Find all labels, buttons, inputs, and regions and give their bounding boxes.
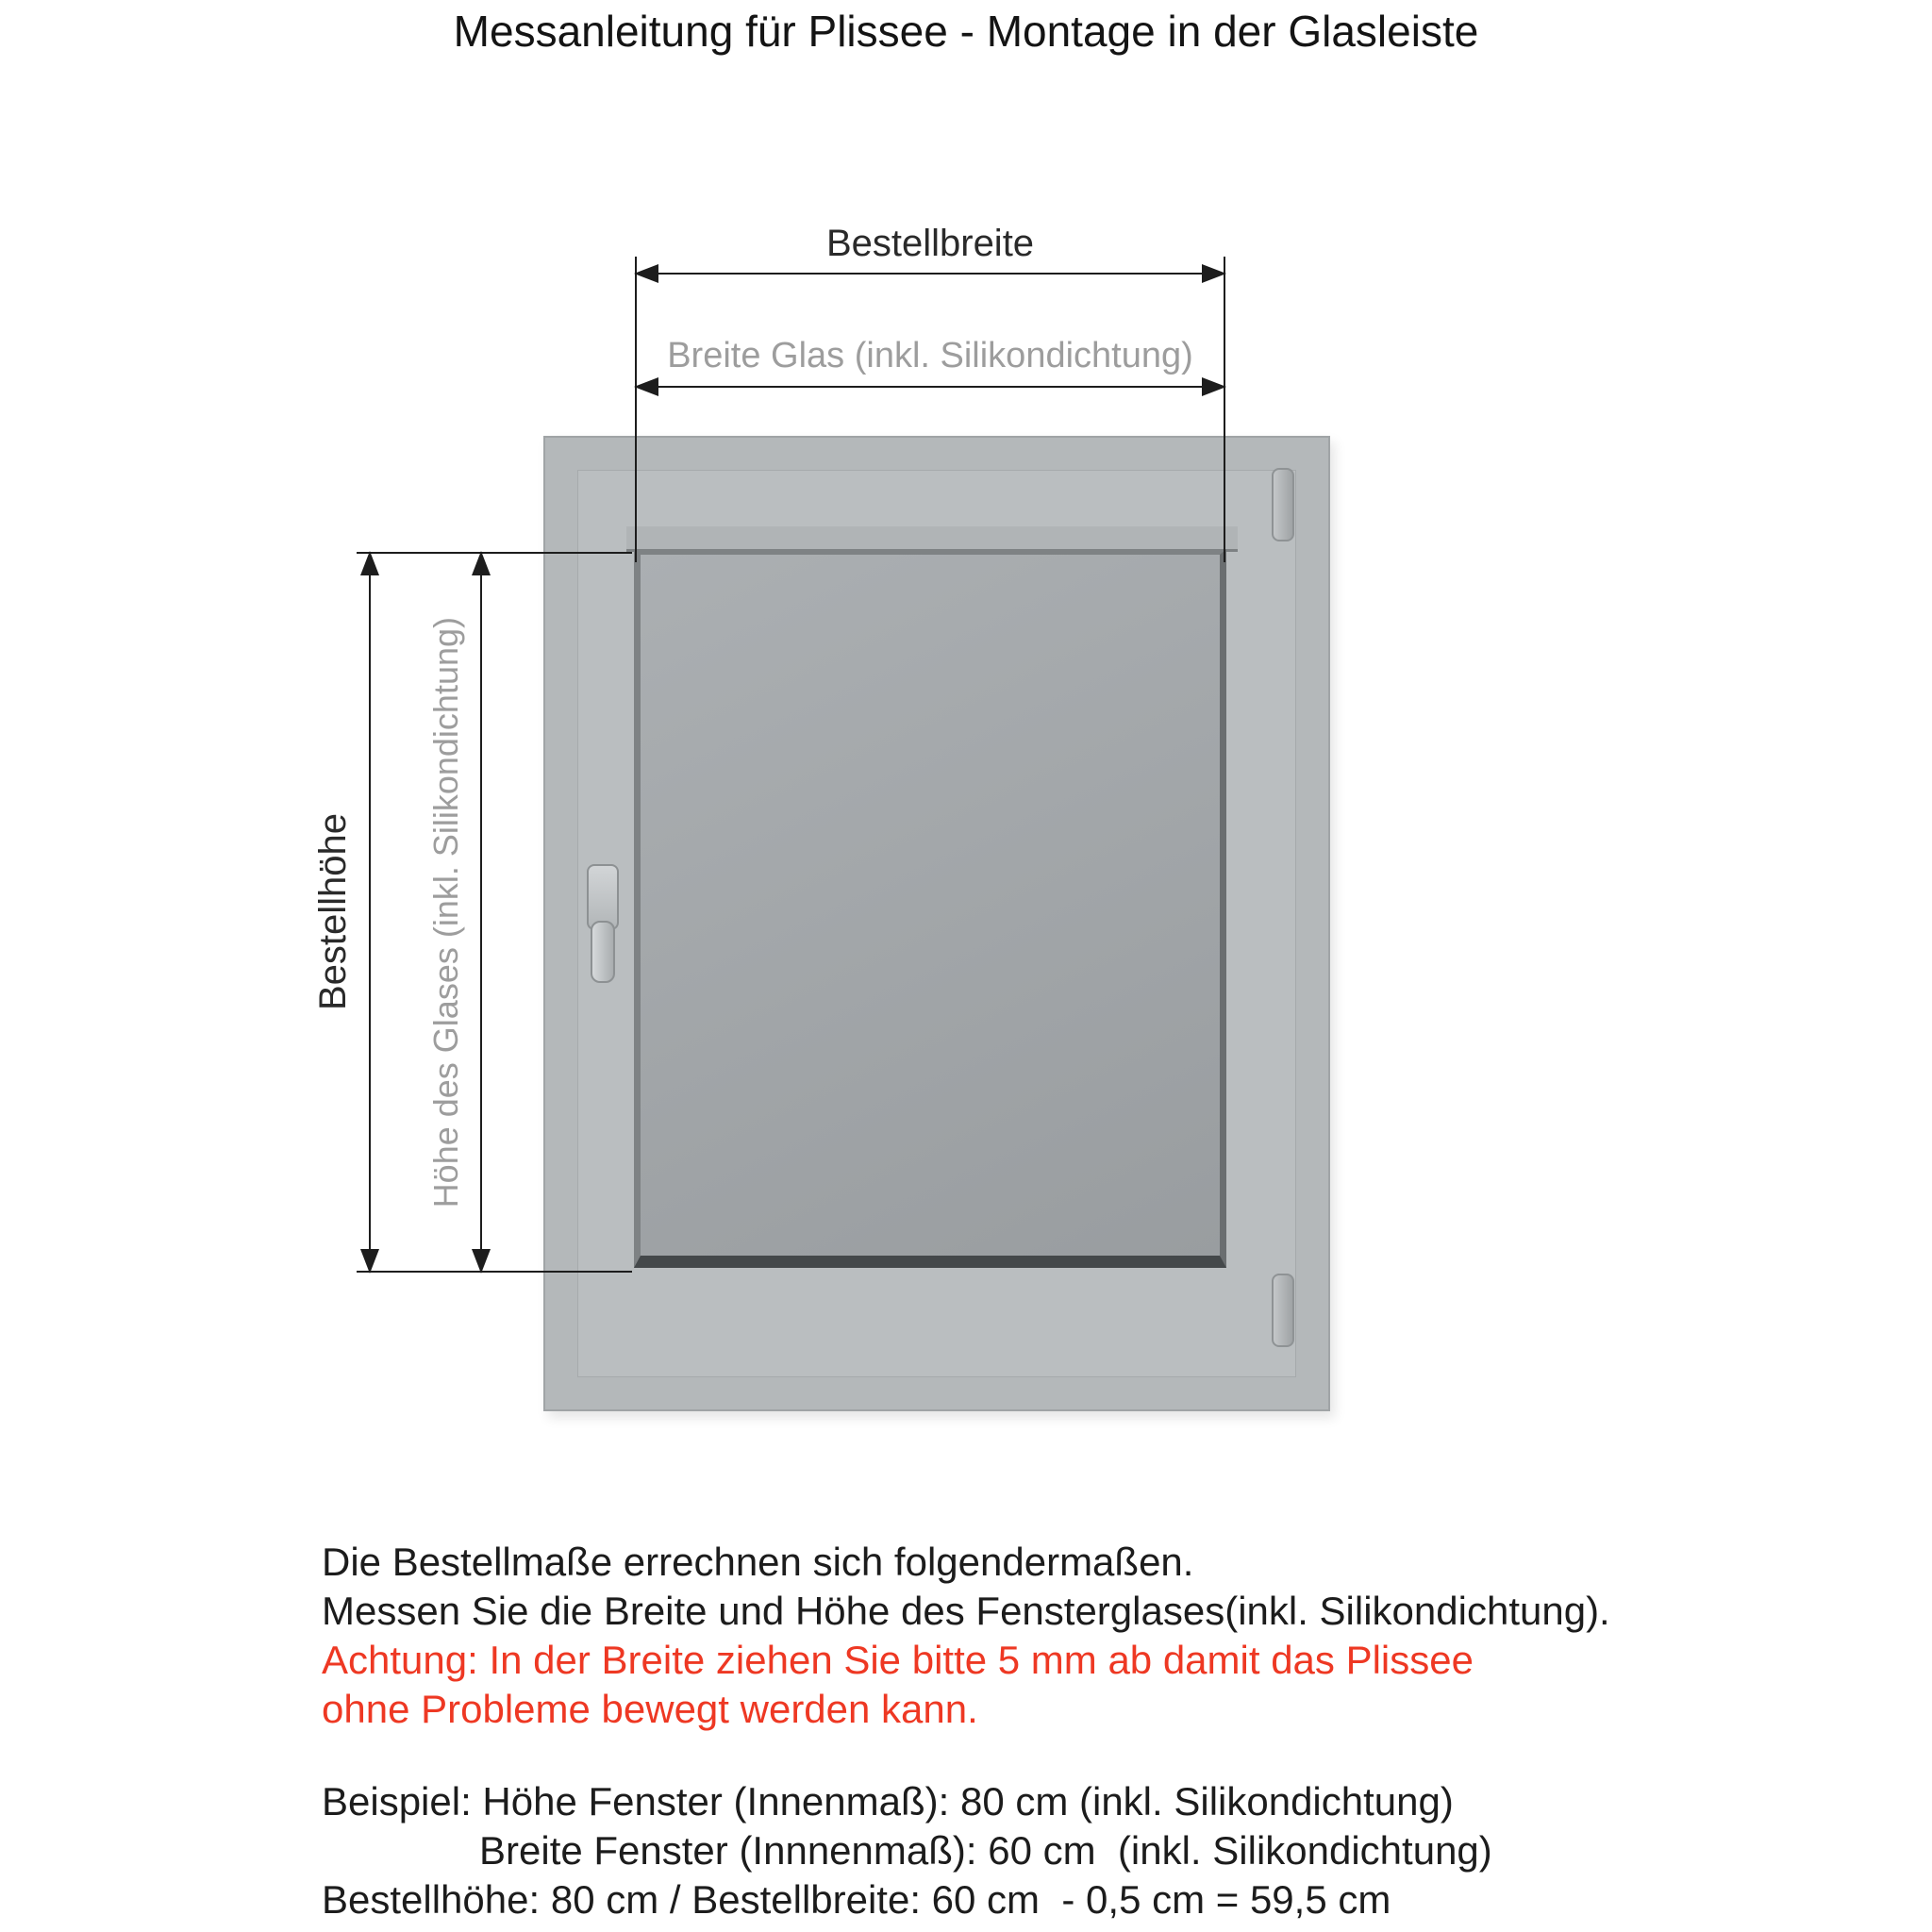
example-line-2: Breite Fenster (Innnenmaß): 60 cm (inkl. Silikondichtung)	[479, 1828, 1492, 1873]
instructions-text	[322, 1538, 1610, 1924]
window-handle	[591, 921, 615, 983]
instruction-line-1: Die Bestellmaße errechnen sich folgendermaßen.	[322, 1540, 1194, 1584]
label-order-height: Bestellhöhe	[311, 813, 354, 1011]
warning-line-1: Achtung: In der Breite ziehen Sie bitte 5 mm ab damit das Plissee	[322, 1638, 1474, 1682]
hinge-bottom	[1272, 1274, 1294, 1347]
example-line-3: Bestellhöhe: 80 cm / Bestellbreite: 60 cm - 0,5 cm = 59,5 cm	[322, 1877, 1391, 1922]
glazing-bead	[626, 526, 1238, 552]
spacer	[322, 1734, 1610, 1777]
label-glass-width: Breite Glas (inkl. Silikondichtung)	[667, 336, 1193, 375]
warning-line-2: ohne Probleme bewegt werden kann.	[322, 1687, 978, 1731]
instruction-line-2: Messen Sie die Breite und Höhe des Fensterglases(inkl. Silikondichtung).	[322, 1589, 1610, 1633]
example-line-1: Beispiel: Höhe Fenster (Innenmaß): 80 cm (inkl. Silikondichtung)	[322, 1779, 1454, 1824]
label-order-width: Bestellbreite	[825, 223, 1035, 264]
page-title: Messanleitung für Plissee - Montage in der Glasleiste	[453, 7, 1479, 56]
label-glass-height: Höhe des Glases (inkl. Silikondichtung)	[426, 616, 465, 1208]
window-glass	[634, 549, 1226, 1268]
hinge-top	[1272, 468, 1294, 541]
